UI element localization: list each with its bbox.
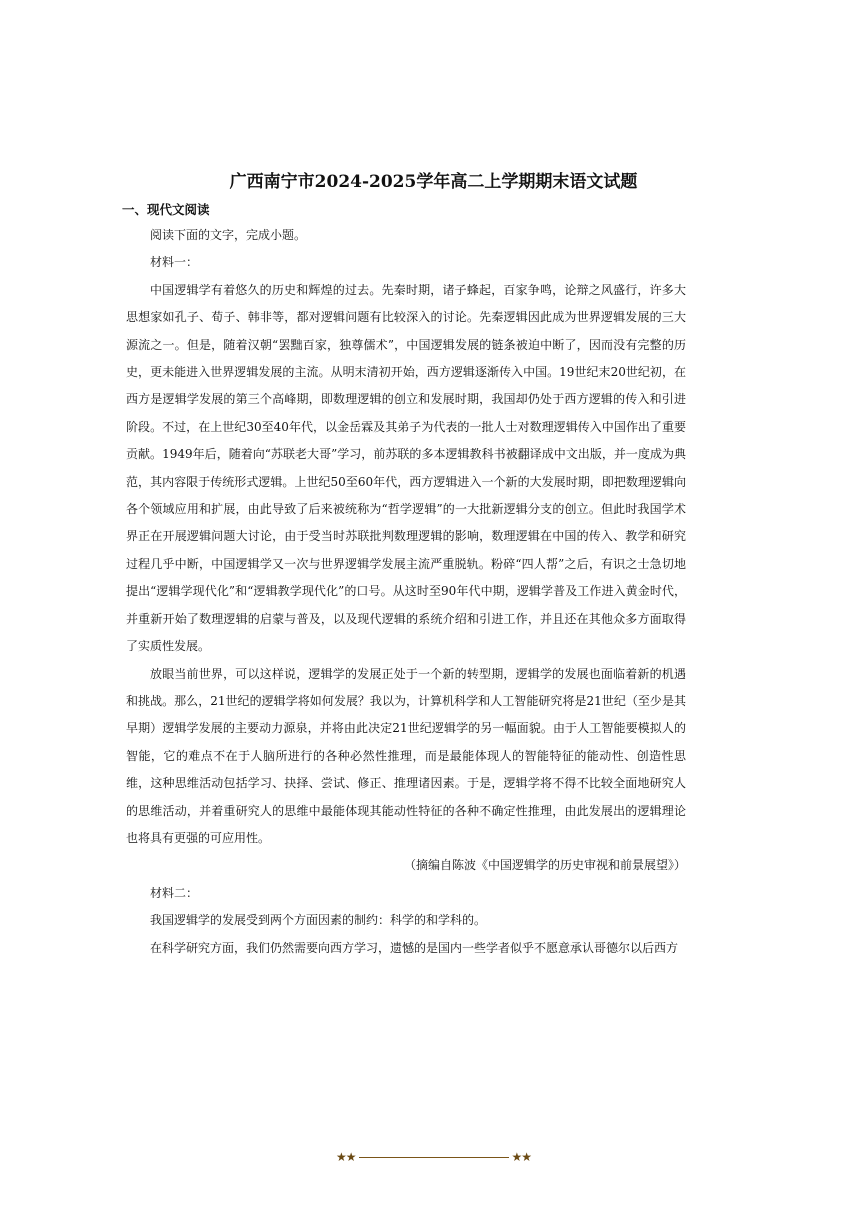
- footer-divider: [359, 1157, 509, 1158]
- document-body: [126, 222, 686, 962]
- material1-source: （摘编自陈波《中国逻辑学的历史审视和前景展望》）: [403, 858, 686, 873]
- page-footer: [0, 1150, 867, 1164]
- material1-label: 材料一：: [150, 255, 199, 270]
- material1-paragraph: 中国逻辑学有着悠久的历史和辉煌的过去。先秦时期，诸子蜂起，百家争鸣，论辩之风盛行，许多大思想家如孔子、荀子、韩非等，都对逻辑问题有比较深入的讨论。先秦逻辑因此成为世界逻辑发展的三大源流之一。但是，随着汉朝“罢黜百家，独尊儒术”，中国逻辑发展的链条被迫中断了，因而没有完整的历史，更未能进入世界逻辑发展的主流。从明末清初开始，西方逻辑逐渐传入中国。19世纪末20世纪初，在西方是逻辑学发展的第三个高峰期，即数理逻辑的创立和发展时期，我国却仍处于西方逻辑的传入和引进阶段。不过，在上世纪30至40年代，以金岳霖及其弟子为代表的一批人士对数理逻辑传入中国作出了重要贡献。1949年后，随着向“苏联老大哥”学习，前苏联的多本逻辑教科书被翻译成中文出版，并一度成为典范，其内容限于传统形式逻辑。上世纪50至60年代，西方逻辑进入一个新的大发展时期，即把数理逻辑向各个领域应用和扩展，由此导致了后来被统称为“哲学逻辑”的一大批新逻辑分支的创立。但此时我国学术界正在开展逻辑问题大讨论，由于受当时苏联批判数理逻辑的影响，数理逻辑在中国的传入、教学和研究过程几乎中断，中国逻辑学又一次与世界逻辑学发展主流严重脱轨。粉碎“四人帮”之后，有识之士急切地提出“逻辑学现代化”和“逻辑教学现代化”的口号。从这时至90年代中期，逻辑学普及工作进入黄金时代，并重新开始了数理逻辑的启蒙与普及，以及现代逻辑的系统介绍和引进工作，并且还在其他众多方面取得了实质性发展。: [126, 282, 686, 654]
- footer-right-stars-icon: ★★: [511, 1150, 532, 1164]
- material2-paragraph: 在科学研究方面，我们仍然需要向西方学习，遗憾的是国内一些学者似乎不愿意承认哥德尔以后西方: [150, 940, 679, 955]
- material2-paragraph: 我国逻辑学的发展受到两个方面因素的制约：科学的和学科的。: [150, 913, 487, 928]
- footer-left-stars-icon: ★★: [335, 1150, 356, 1164]
- instruction-text: 阅读下面的文字，完成小题。: [150, 228, 307, 242]
- section-heading: 一、现代文阅读: [122, 202, 210, 217]
- material2-label: 材料二：: [150, 885, 199, 900]
- document-title: 广西南宁市2024-2025学年高二上学期期末语文试题: [229, 172, 638, 192]
- material1-paragraph: 放眼当前世界，可以这样说，逻辑学的发展正处于一个新的转型期，逻辑学的发展也面临着新的机遇和挑战。那么，21世纪的逻辑学将如何发展？我以为，计算机科学和人工智能研究将是21世纪（至少是其早期）逻辑学发展的主要动力源泉，并将由此决定21世纪逻辑学的另一幅面貌。由于人工智能要模拟人的智能，它的难点不在于人脑所进行的各种必然性推理，而是最能体现人的智能特征的能动性、创造性思维，这种思维活动包括学习、抉择、尝试、修正、推理诸因素。于是，逻辑学将不得不比较全面地研究人的思维活动，并着重研究人的思维中最能体现其能动性特征的各种不确定性推理，由此发展出的逻辑理论也将具有更强的可应用性。: [126, 666, 686, 845]
